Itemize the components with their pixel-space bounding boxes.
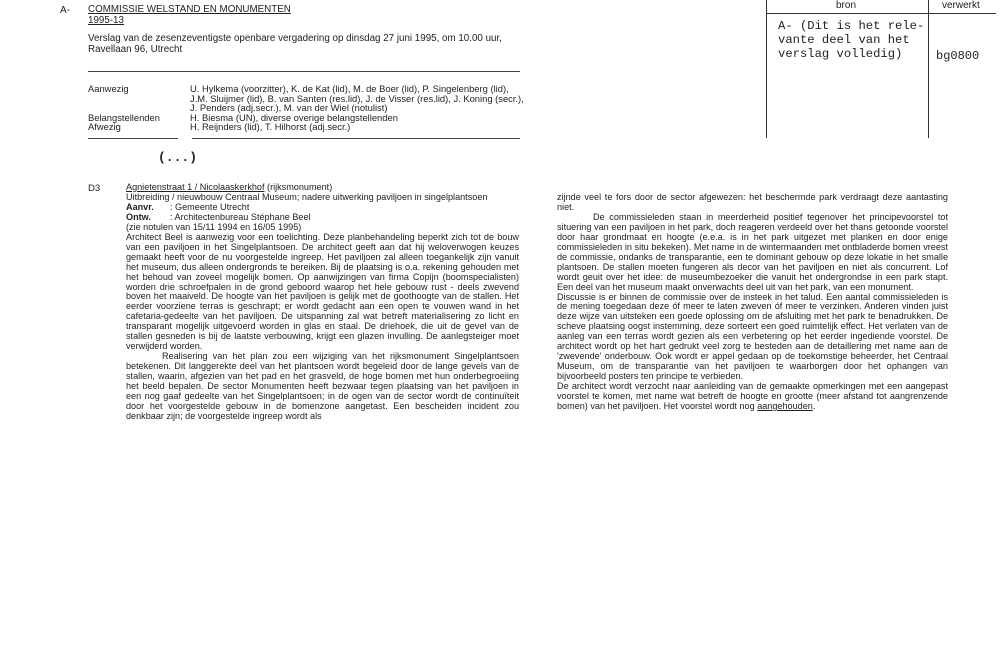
- conclusion-end: .: [812, 401, 816, 412]
- divider-short: [88, 138, 178, 139]
- document-header: [88, 4, 502, 55]
- attendance-label: Afwezig: [88, 121, 121, 133]
- meeting-intro-line2: Ravellaan 96, Utrecht: [88, 44, 183, 55]
- item-subject: Uitbreiding / nieuwbouw Centraal Museum; nadere uitwerking paviljoen in singelplantsoen: [126, 191, 488, 202]
- decision-status: aangehouden: [757, 401, 813, 412]
- processed-code: bg0800: [936, 49, 980, 63]
- commission-title: COMMISSIE WELSTAND EN MONUMENTEN: [88, 4, 291, 15]
- source-note: [778, 19, 924, 61]
- attendance-label: Aanwezig: [88, 83, 129, 94]
- attendance-value: H. Reijnders (lid), T. Hilhorst (adj.secr.): [190, 121, 351, 133]
- item-left-column: [126, 183, 519, 422]
- margin-marker: A-: [60, 5, 70, 16]
- table-header-processed: verwerkt: [942, 0, 980, 11]
- attendance-block: [88, 84, 528, 132]
- right-paragraph-1: zijnde veel te fors door de sector afgewezen: het beschermde park verdraagt deze aantasting niet.: [557, 192, 948, 212]
- right-paragraph-3: Discussie is er binnen de commissie over de insteek in het talud. Een aantal commissieleden is de mening toegedaan deze óf meer te laten zweven óf meer te verzinken. Anderen vinden juist deze wijze van uitsteken een goede oplossing om de afsluiting met het park te benadrukken. De scheve plaatsing oogst instemming, deze sorteert een goed ruimtelijk effect. Het verlaten van de aanleg van een terras wordt gezien als een verbetering op het eerder ingediende voorstel. De architect wordt op het hart gedrukt veel zorg te besteden aan de detaillering met name aan de 'zwevende' onderbouw. Ook wordt er appel gedaan op de toekomstige beheerder, het Centraal Museum, om de transparantie van het paviljoen te waarborgen door het ophangen van bijvoorbeeld posters ten principe te verbieden.: [557, 291, 948, 382]
- divider-long: [192, 138, 520, 139]
- table-border-left: [766, 0, 767, 138]
- applicant-value: : Gemeente Utrecht: [170, 201, 250, 212]
- designer-value: : Architectenbureau Stéphane Beel: [170, 211, 311, 222]
- source-note-line: verslag volledig): [778, 47, 903, 61]
- table-border-middle: [928, 0, 929, 138]
- table-header-source: bron: [836, 0, 857, 11]
- attendance-value: U. Hylkema (voorzitter), K. de Kat (lid), M. de Boer (lid), P. Singelenberg (lid), J.M. Sluijmer (lid), B. van Santen (res.lid), J. de Visser (res.lid), J. Koning (secr.), J. Penders (adj.secr.), M. van der Wiel (notulist): [190, 83, 524, 114]
- attendance-value: H. Biesma (UN), diverse overige belangstellenden: [190, 111, 398, 123]
- omission-ellipsis: (...): [158, 150, 198, 165]
- applicant-label: Aanvr.: [126, 201, 154, 212]
- attendance-label: Belangstellenden: [88, 111, 160, 123]
- item-address: Agnietenstraat 1 / Nicolaaskerkhof: [126, 182, 265, 192]
- table-header-rule: [766, 13, 996, 14]
- attendance-row: [88, 84, 528, 113]
- meeting-code: 1995-13: [88, 15, 124, 26]
- source-table: [766, 0, 996, 138]
- source-note-line: vante deel van het: [778, 33, 910, 47]
- item-number: D3: [88, 183, 101, 194]
- divider-top: [88, 71, 520, 72]
- source-note-line: A- (Dit is het rele-: [778, 19, 925, 33]
- left-paragraph-2: Realisering van het plan zou een wijziging van het rijksmonument Singelplantsoen betekenen. Dit langgerekte deel van het plantsoen wordt begeleid door de lange gevels van de stallen, waarin, afgezien van het pad en het grasveld, de hoge bomen met hun onderbegroeiing het beeld bepalen. De sector Monumenten heeft bezwaar tegen plaatsing van het paviljoen in een nog gaaf gedeelte van het Singelplantsoen; in de ogen van de sector wordt de continuïteit door het voorgestelde gebouw in de bomenzone aangetast. Een bescheiden incident zou denkbaar zijn; de voorgestelde ingreep wordt als: [126, 351, 519, 421]
- meeting-intro-line1: Verslag van de zesenzeventigste openbare vergadering op dinsdag 27 juni 1995, om 10.00 uur,: [88, 33, 502, 44]
- left-paragraph-1: Architect Beel is aanwezig voor een toelichting. Deze planbehandeling beperkt zich tot de bouw van een paviljoen in het Singelplantsoen. De architect geeft aan dat hij weloverwogen keuzes gemaakt heeft voor de nu voorgestelde ingreep. Het paviljoen zal alleen toegankelijk zijn vanuit het museum, dus alleen ondergronds te bereiken. Bij de plaatsing is o.a. rekening gehouden met het behoud van zoveel mogelijk bomen. Op aanwijzingen van firma Copijn (boomspecialisten) worden drie schroefpalen in de grond geboord waarop het hele gebouw rust - deels zwevend boven het maaiveld. De hoogte van het paviljoen is gelijk met de goothoogte van de stallen. Het eerder voorziene terras is geschrapt; er wordt gedacht aan een open te vouwen wand in het cafetaria-gedeelte van het paviljoen. De uitspanning zal wat betreft materialisering zo licht en transparant mogelijk uitgevoerd worden in glas en staal. De driehoek, die uit de gevel van de stallen gesneden is bij de laatste verbouwing, krijgt een glazen invulling. De aanlegsteiger moet verwijderd worden.: [126, 231, 519, 352]
- item-right-column: [557, 193, 948, 412]
- designer-label: Ontw.: [126, 211, 151, 222]
- right-paragraph-2: De commissieleden staan in meerderheid positief tegenover het principevoorstel tot situering van een paviljoen in het park, doch reageren verdeeld over het thans getoonde voorstel door haar grondmaat en hoogte (e.e.a. is in het park uitgezet met planken en door enige commissieleden in situ bekeken). Met name in de wintermaanden met ontbladerde bomen vreest de commissie, ondanks de transparantie, een te dominant gebouw op deze lokatie in het smalle plantsoen. De stallen moeten fungeren als decor van het paviljoen en niet als concurrent. Lof wordt geuit over het idee: de museumbezoeker die vanuit het ondergrondse in een park stapt. Een deel van het museum maakt onverwachts deel uit van het park, van een monument.: [557, 211, 948, 292]
- conclusion-text: De architect wordt verzocht naar aanleiding van de gemaakte opmerkingen met een aangepast voorstel te komen, met name wat betreft de hoogte en grootte (meer afstand tot aangrenzende bomen) van het paviljoen. Het voorstel wordt nog: [557, 381, 948, 412]
- notes-reference: (zie notulen van 15/11 1994 en 16/05 1995): [126, 221, 302, 232]
- item-address-suffix: (rijksmonument): [264, 182, 333, 192]
- attendance-row: [88, 122, 528, 132]
- right-paragraph-4: [557, 382, 948, 412]
